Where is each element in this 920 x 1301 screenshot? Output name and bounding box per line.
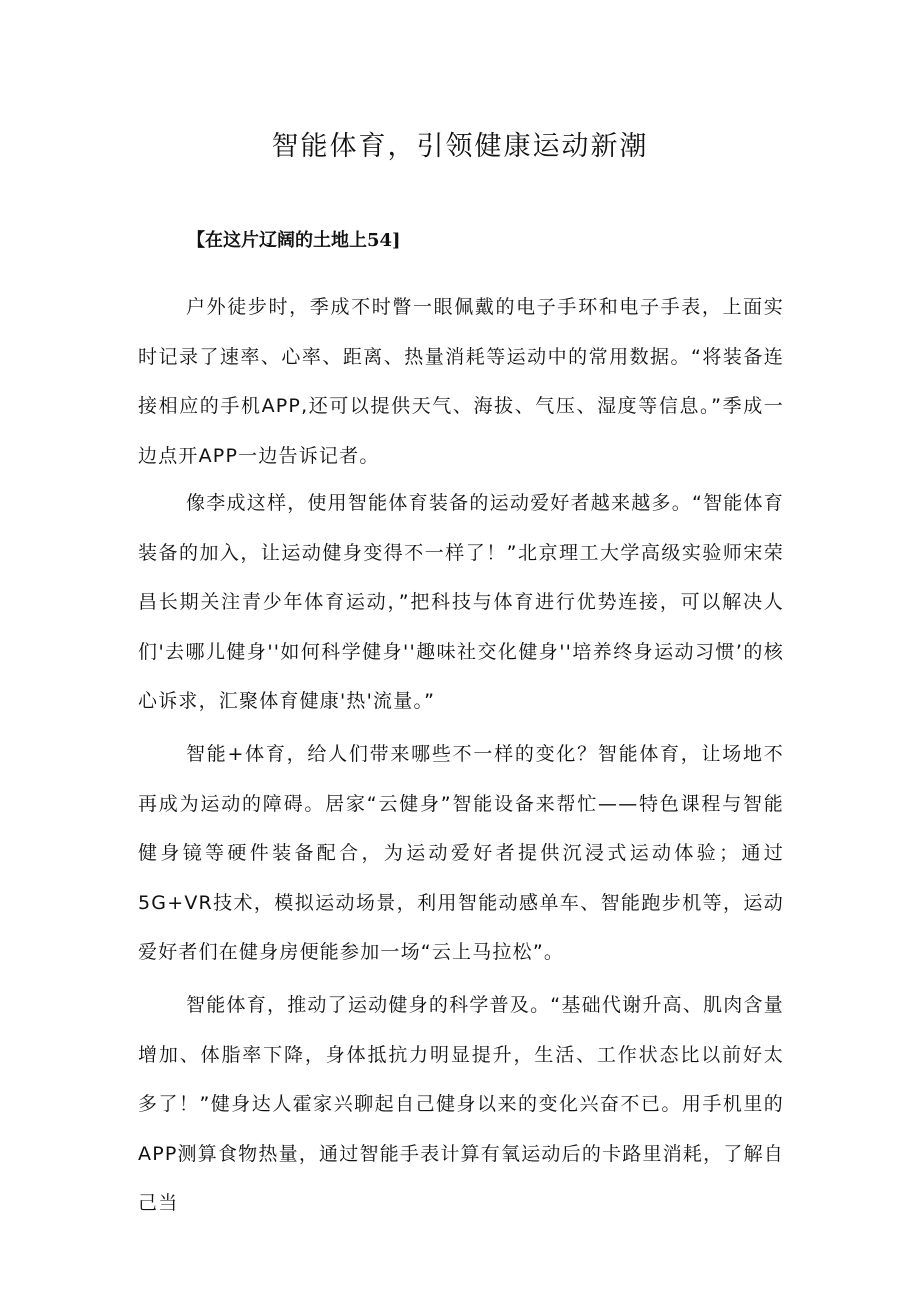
paragraph-1: 户外徒步时，季成不时瞥一眼佩戴的电子手环和电子手表，上面实时记录了速率、心率、距离、热量消耗等运动中的常用数据。“将装备连接相应的手机APP,还可以提供天气、海拔、气压、湿度等信息。”季成一边点开APP一边告诉记者。 <box>138 296 784 467</box>
paragraph-4: 智能体育，推动了运动健身的科学普及。“基础代谢升高、肌肉含量增加、体脂率下降，身体抵抗力明显提升，生活、工作状态比以前好太多了！”健身达人霍家兴聊起自己健身以来的变化兴奋不已。用手机里的APP测算食物热量，通过智能手表计算有氧运动后的卡路里消耗，了解自己当 <box>138 994 784 1214</box>
document-subtitle: 【在这片辽阔的土地上54] <box>187 230 401 251</box>
paragraph-3: 智能+体育，给人们带来哪些不一样的变化？智能体育，让场地不再成为运动的障碍。居家“云健身”智能设备来帮忙——特色课程与智能健身镜等硬件装备配合，为运动爱好者提供沉浸式运动体验；通过5G+VR技术，模拟运动场景，利用智能动感单车、智能跑步机等，运动爱好者们在健身房便能参加一场“云上马拉松”。 <box>138 743 784 963</box>
document-title: 智能体育，引领健康运动新潮 <box>271 131 649 162</box>
paragraph-2: 像李成这样，使用智能体育装备的运动爱好者越来越多。“智能体育装备的加入，让运动健身变得不一样了！”北京理工大学高级实验师宋荣昌长期关注青少年体育运动，”把科技与体育进行优势连接，可以解决人们'去哪儿健身''如何科学健身''趣味社交化健身''培养终身运动习惯’的核心诉求，汇聚体育健康'热'流量。” <box>138 492 784 712</box>
